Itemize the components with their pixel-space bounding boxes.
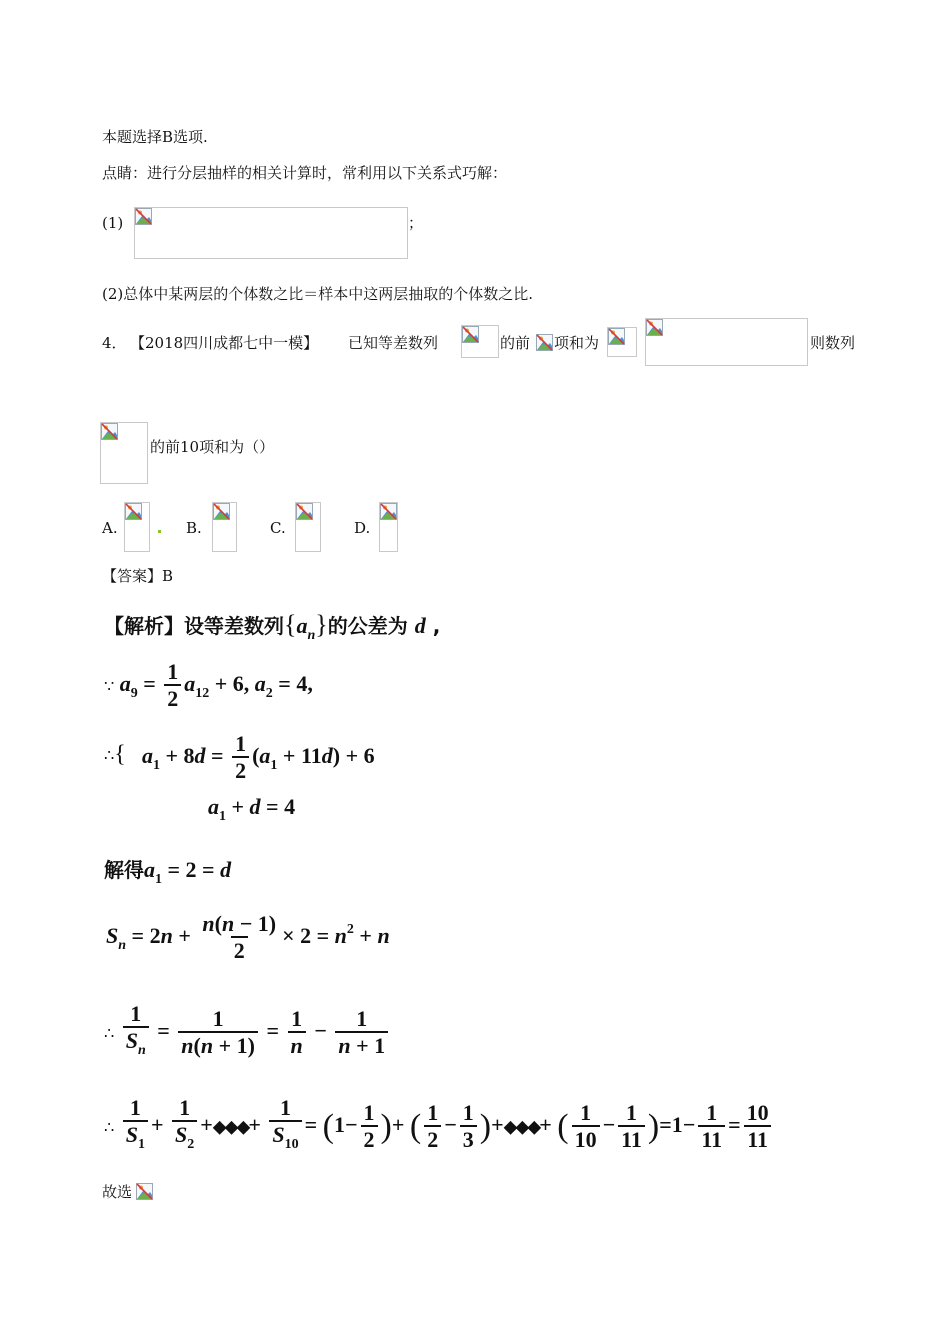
broken-image-icon	[646, 319, 663, 336]
broken-image-icon	[462, 326, 479, 343]
equation-given: ∵ $a_9$ = $\frac{1}{2}$ $a_{12} + 6$, $a_2 = 4$,	[104, 659, 313, 711]
analysis-label: 【解析】	[104, 614, 184, 638]
solve-line: 解得$a_1 = 2 = d$	[104, 857, 232, 887]
answer-choice-line: 本题选择B选项.	[102, 128, 208, 146]
broken-image-icon	[136, 1183, 153, 1200]
broken-image-icon	[125, 503, 142, 520]
analysis-text: 设等差数列	[184, 614, 284, 638]
question-text-2: 的前	[500, 334, 531, 352]
system-line-2: $a_1 + d = 4$	[208, 794, 296, 824]
broken-image-icon	[608, 328, 625, 345]
sum-formula: $S_n = 2n$ + $\frac{n(n - 1)}{2}$ × $2 = n^2 + n$	[106, 911, 390, 963]
telescoping-sum: ∴ $\frac{1}{S_1}$ + $\frac{1}{S_2}$ +◆◆◆+ $\frac{1}{S_{10}}$ = (1− $\frac{1}{2}$ )+ ( $\frac{1}{2}$ − $\frac{1}{3}$ )+◆◆◆+ ( $\frac{1}{10}$ − $\frac{1}{11}$ )=1− $\frac{1}{11}$ = $\frac{10}{11}$	[104, 1096, 775, 1158]
tip-line: 点睛：进行分层抽样的相关计算时，常利用以下关系式巧解：	[102, 164, 508, 182]
question-text-1: 已知等差数列	[348, 334, 439, 352]
analysis-heading: 【解析】设等差数列$\{a_n\}$的公差为 d ,	[104, 610, 441, 643]
question-text-4: 则数列	[810, 334, 856, 352]
broken-image-icon	[101, 423, 118, 440]
answer-line: 【答案】B	[102, 567, 174, 585]
broken-image-icon	[536, 334, 553, 351]
because-symbol: ∵	[104, 676, 115, 696]
option-c-label[interactable]: C.	[270, 519, 286, 537]
condition-image-frame	[645, 318, 808, 366]
green-dot	[158, 530, 161, 533]
item2-line: (2)总体中某两层的个体数之比＝样本中这两层抽取的个体数之比.	[102, 285, 534, 303]
broken-image-icon	[213, 503, 230, 520]
question-text-5: 的前10项和为（）	[150, 438, 275, 456]
broken-image-icon	[135, 208, 152, 225]
option-b-label[interactable]: B.	[186, 519, 202, 537]
question-source: 【2018四川成都七中一模】	[130, 334, 319, 352]
question-number: 4．	[102, 334, 127, 352]
item1-semicolon: ；	[408, 214, 424, 232]
question-text-3: 项和为	[554, 334, 600, 352]
analysis-text-2: 的公差为	[327, 614, 408, 638]
item1-label: (1)	[102, 214, 124, 232]
conclusion-line: 故选	[102, 1183, 133, 1201]
option-a-label[interactable]: A.	[102, 519, 118, 537]
reciprocal-formula: ∴ $\frac{1}{S_n}$ = $\frac{1}{n(n + 1)}$ = $\frac{1}{n}$ − $\frac{1}{n + 1}$	[104, 1002, 391, 1064]
formula-image-frame	[134, 207, 408, 259]
broken-image-icon	[380, 503, 397, 520]
solve-label: 解得	[104, 858, 144, 882]
therefore-symbol: ∴	[104, 745, 115, 765]
system-line-1: $a_1 + 8d$ = $\frac{1}{2}$ $(a_1 + 11d) + 6$	[142, 731, 375, 783]
option-d-label[interactable]: D.	[354, 519, 371, 537]
equation-system: ∴{	[104, 741, 126, 768]
difference-symbol: d	[414, 613, 426, 638]
broken-image-icon	[296, 503, 313, 520]
